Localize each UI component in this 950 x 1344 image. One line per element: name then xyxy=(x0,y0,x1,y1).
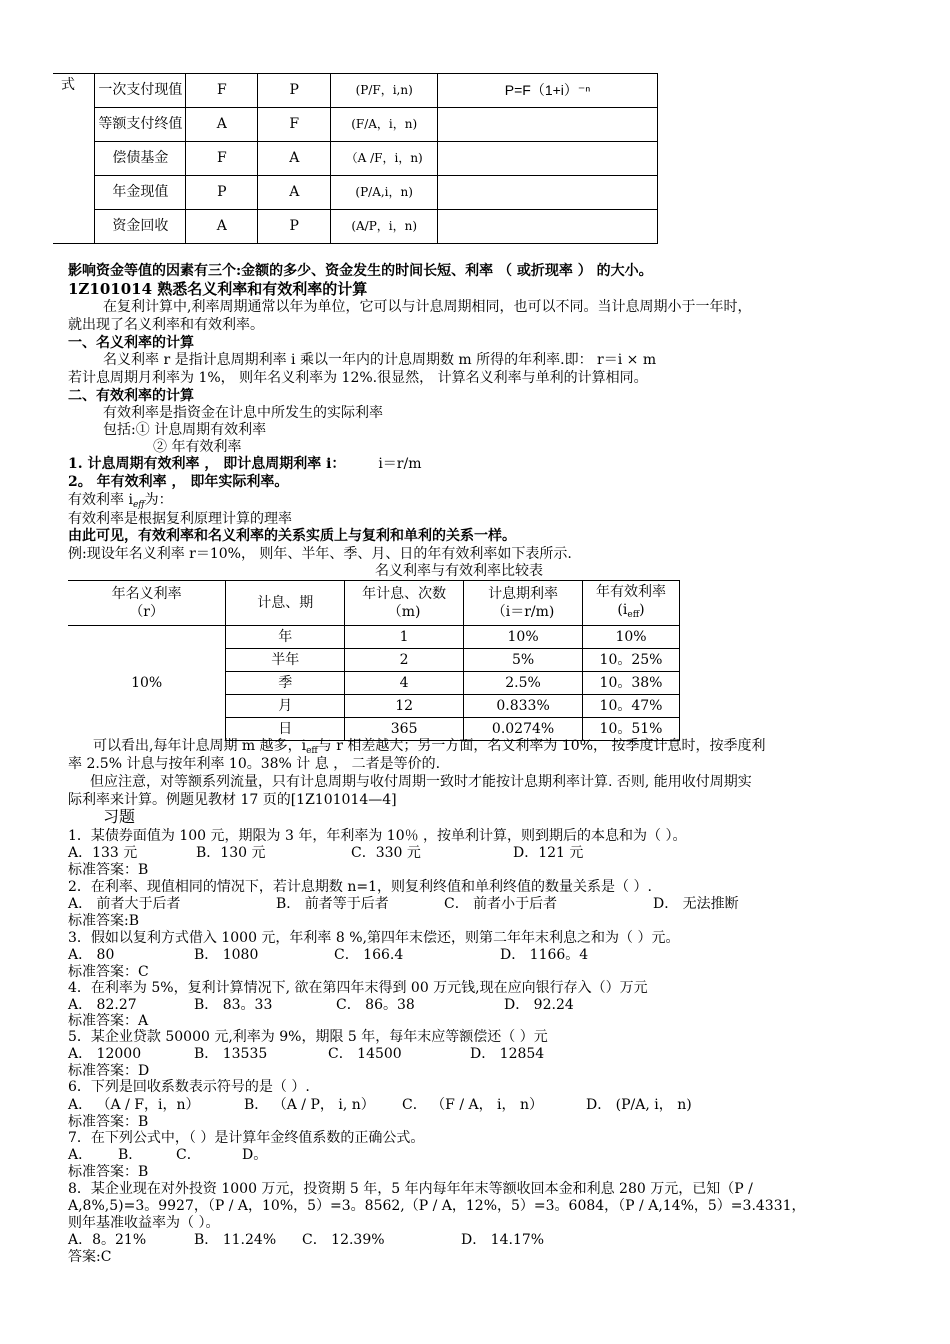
cell: 10% xyxy=(464,626,583,649)
factor-symbol: (F/A，i，n) xyxy=(331,108,438,142)
table-row xyxy=(53,142,658,176)
factors-statement: 影响资金等值的因素有三个:金额的多少、资金发生的时间长短、利率 （ 或折现率 ） 的大小。 xyxy=(68,263,653,279)
paragraph: 但应注意，对等额系列流量，只有计息周期与收付周期一致时才能按计息期利率计算. 否则, 能用收付周期实 xyxy=(90,774,752,790)
option: D． (P/A, i， n) xyxy=(586,1097,692,1113)
option: D．121 元 xyxy=(513,845,584,861)
header-period-rate xyxy=(464,581,583,626)
known-value: P xyxy=(186,176,258,210)
cell: 季 xyxy=(226,672,345,695)
factor-name: 年金现值 xyxy=(95,176,186,210)
header-text: 计息期利率 （i＝r/m) xyxy=(488,586,559,620)
exercises-title: 习题 xyxy=(103,807,136,826)
rate-comparison-table xyxy=(68,580,680,741)
side-label: 式 xyxy=(53,74,95,244)
question: 8．某企业现在对外投资 1000 万元，投资期 5 年，5 年内每年年末等额收回本金和利息 280 万元，已知（P / xyxy=(68,1181,753,1197)
text: 与 r 相差越大；另一方面，名义利率为 10%， 按季度计息时，按季度利 xyxy=(317,738,766,754)
cell: 5% xyxy=(464,649,583,672)
paragraph: 际利率来计算。例题见教材 17 页的[1Z101014—4] xyxy=(68,792,397,808)
factor-formula xyxy=(438,108,658,142)
option: B． 前者等于后者 xyxy=(276,896,389,912)
factor-name: 一次支付现值 xyxy=(95,74,186,108)
factor-name: 等额支付终值 xyxy=(95,108,186,142)
cell: 365 xyxy=(345,718,464,741)
option: C． （F / A， i， n） xyxy=(402,1097,543,1113)
factor-symbol: (P/A,i，n) xyxy=(331,176,438,210)
cell: 12 xyxy=(345,695,464,718)
factor-table xyxy=(53,73,658,244)
header-text: 年名义利率 （r） xyxy=(111,586,182,620)
cell: 2.5% xyxy=(464,672,583,695)
target-value: F xyxy=(258,108,331,142)
cell: 半年 xyxy=(226,649,345,672)
known-value: F xyxy=(186,142,258,176)
option: C． 14500 xyxy=(328,1046,402,1062)
text: 有效利率 i xyxy=(68,492,133,508)
header-nominal-rate xyxy=(68,581,226,626)
header-text: 计息、期 xyxy=(257,595,314,611)
known-value: A xyxy=(186,108,258,142)
paragraph: 包括:① 计息周期有效利率 xyxy=(103,422,267,438)
paragraph: 有效利率是指资金在计息中所发生的实际利率 xyxy=(103,405,383,421)
cell: 10。51% xyxy=(583,718,680,741)
target-value: P xyxy=(258,210,331,244)
option: C．330 元 xyxy=(351,845,421,861)
table-row xyxy=(53,108,658,142)
answer: 标准答案：C xyxy=(68,964,149,980)
paragraph: 有效利率是根据复利原理计算的理率 xyxy=(68,511,292,527)
option: A．133 元 xyxy=(68,845,138,861)
subscript: eff xyxy=(627,609,640,620)
paragraph: 名义利率 r 是指计息周期利率 i 乘以一年内的计息周期数 m 所得的年利率.即： r＝i × m xyxy=(103,352,657,368)
paragraph: 就出现了名义利率和有效利率。 xyxy=(68,317,264,333)
cell: 0.833% xyxy=(464,695,583,718)
answer: 标准答案：B xyxy=(68,1164,149,1180)
option: B． 1080 xyxy=(194,947,259,963)
option: B． 83。33 xyxy=(194,997,273,1013)
option: A． （A / F，i，n） xyxy=(68,1097,200,1113)
table-row xyxy=(53,210,658,244)
factor-symbol: （A /F，i，n) xyxy=(331,142,438,176)
option: D． 1166。4 xyxy=(500,947,589,963)
subheading: 二、有效利率的计算 xyxy=(68,388,194,404)
question: 3．假如以复利方式借入 1000 元，年利率 8 %,第四年末偿还，则第二年年末利息之和为（ ）元。 xyxy=(68,930,680,946)
known-value: A xyxy=(186,210,258,244)
paragraph: 在复利计算中,利率周期通常以年为单位，它可以与计息周期相同，也可以不同。当计息周期小于一年时， xyxy=(103,299,752,315)
factor-formula xyxy=(438,210,658,244)
option: C． 166.4 xyxy=(334,947,404,963)
subheading: 一、名义利率的计算 xyxy=(68,335,194,351)
option: A． 80 xyxy=(68,947,115,963)
text: 为： xyxy=(144,492,173,508)
question: 2．在利率、现值相同的情况下，若计息期数 n=1，则复利终值和单利终值的数量关系是（ ）. xyxy=(68,879,652,895)
paragraph: 若计息周期月利率为 1%， 则年名义利率为 12%.很显然， 计算名义利率与单利的计算相同。 xyxy=(68,370,648,386)
cell: 日 xyxy=(226,718,345,741)
target-value: P xyxy=(258,74,331,108)
factor-symbol: (A/P，i，n) xyxy=(331,210,438,244)
header-text: ) xyxy=(639,601,645,618)
option: C． 12.39% xyxy=(302,1232,385,1248)
question-continued: 则年基准收益率为（ ）。 xyxy=(68,1215,220,1231)
cell: 0.0274% xyxy=(464,718,583,741)
formula-expression: i＝r/m xyxy=(378,456,422,472)
factor-name: 资金回收 xyxy=(95,210,186,244)
option: A．8。21% xyxy=(68,1232,147,1248)
header-count xyxy=(345,581,464,626)
cell: 10。38% xyxy=(583,672,680,695)
question: 1．某债券面值为 100 元，期限为 3 年，年利率为 10％ ，按单利计算，则到期后的本息和为（ ）。 xyxy=(68,828,687,844)
option: B． xyxy=(118,1147,143,1163)
answer: 标准答案：D xyxy=(68,1063,150,1079)
option: B． 11.24% xyxy=(194,1232,277,1248)
option: B．130 元 xyxy=(196,845,266,861)
option: D． 92.24 xyxy=(504,997,574,1013)
answer: 标准答案：A xyxy=(68,1013,149,1029)
option: D． 无法推断 xyxy=(653,896,739,912)
table-row xyxy=(68,626,680,649)
subscript: eff xyxy=(306,746,318,756)
option: A． 前者大于后者 xyxy=(68,896,181,912)
answer: 标准答案：B xyxy=(68,862,149,878)
cell: 2 xyxy=(345,649,464,672)
option: D． 12854 xyxy=(470,1046,545,1062)
question: 4．在利率为 5%，复利计算情况下, 欲在第四年末得到 00 万元钱,现在应向银行存入（）万元 xyxy=(68,980,648,996)
cell: 4 xyxy=(345,672,464,695)
option: C． 86。38 xyxy=(336,997,415,1013)
nominal-rate-cell: 10% xyxy=(68,626,226,741)
option: A． xyxy=(68,1147,93,1163)
formula-label: 1. 计息周期有效利率 ， 即计息周期利率 i： xyxy=(68,456,346,472)
paragraph: 率 2.5% 计息与按年利率 10。38% 计 息 ， 二者是等价的. xyxy=(68,756,441,772)
header-text: 年计息、次数 （m) xyxy=(362,586,447,620)
cell: 月 xyxy=(226,695,345,718)
table-row xyxy=(53,74,658,108)
question: 5．某企业贷款 50000 元,利率为 9%，期限 5 年，每年末应等额偿还（ ）元 xyxy=(68,1029,548,1045)
cell: 10。25% xyxy=(583,649,680,672)
option: D． 14.17% xyxy=(461,1232,545,1248)
factor-name: 偿债基金 xyxy=(95,142,186,176)
cell: 10% xyxy=(583,626,680,649)
factor-formula: P=F（1+i）⁻ⁿ xyxy=(438,74,658,108)
subheading: 2。 年有效利率 ， 即年实际利率。 xyxy=(68,474,289,490)
option: C． xyxy=(176,1147,201,1163)
answer: 标准答案:B xyxy=(68,913,140,929)
example-intro: 例:现设年名义利率 r＝10%， 则年、半年、季、月、日的年有效利率如下表所示. xyxy=(68,546,572,562)
paragraph: ② 年有效利率 xyxy=(153,439,242,455)
option: D。 xyxy=(242,1147,268,1163)
answer: 答案:C xyxy=(68,1249,112,1265)
header-effective-rate xyxy=(583,581,680,626)
conclusion: 由此可见，有效利率和名义利率的关系实质上与复利和单利的关系一样。 xyxy=(68,528,516,544)
option: B． 13535 xyxy=(194,1046,268,1062)
known-value: F xyxy=(186,74,258,108)
answer: 标准答案：B xyxy=(68,1114,149,1130)
factor-symbol: (P/F，i,n) xyxy=(331,74,438,108)
header-period xyxy=(226,581,345,626)
option: B． （A / P， i, n） xyxy=(244,1097,375,1113)
text: 可以看出,每年计息周期 m 越多，i xyxy=(93,738,307,754)
table-row xyxy=(53,176,658,210)
header-text: 年有效利率 (i xyxy=(596,583,666,618)
factor-formula xyxy=(438,142,658,176)
question: 7．在下列公式中，（ ）是计算年金终值系数的正确公式。 xyxy=(68,1130,425,1146)
question: 6．下列是回收系数表示符号的是（ ）. xyxy=(68,1079,310,1095)
cell: 10。47% xyxy=(583,695,680,718)
header-row xyxy=(68,581,680,626)
cell: 1 xyxy=(345,626,464,649)
target-value: A xyxy=(258,176,331,210)
section-heading: 1Z101014 熟悉名义利率和有效利率的计算 xyxy=(68,280,368,298)
target-value: A xyxy=(258,142,331,176)
option: A． 12000 xyxy=(68,1046,142,1062)
formula-line xyxy=(68,455,421,473)
factor-formula xyxy=(438,176,658,210)
cell: 年 xyxy=(226,626,345,649)
table-title: 名义利率与有效利率比较表 xyxy=(375,563,543,579)
option: A． 82.27 xyxy=(68,997,137,1013)
option: C． 前者小于后者 xyxy=(444,896,558,912)
question-continued: A,8%,5)=3。9927，（P / A，10%，5）=3。8562,（P / A，12%，5）=3。6084，（P / A,14%，5）=3.4331， xyxy=(68,1198,806,1214)
subscript: eff xyxy=(132,500,145,510)
